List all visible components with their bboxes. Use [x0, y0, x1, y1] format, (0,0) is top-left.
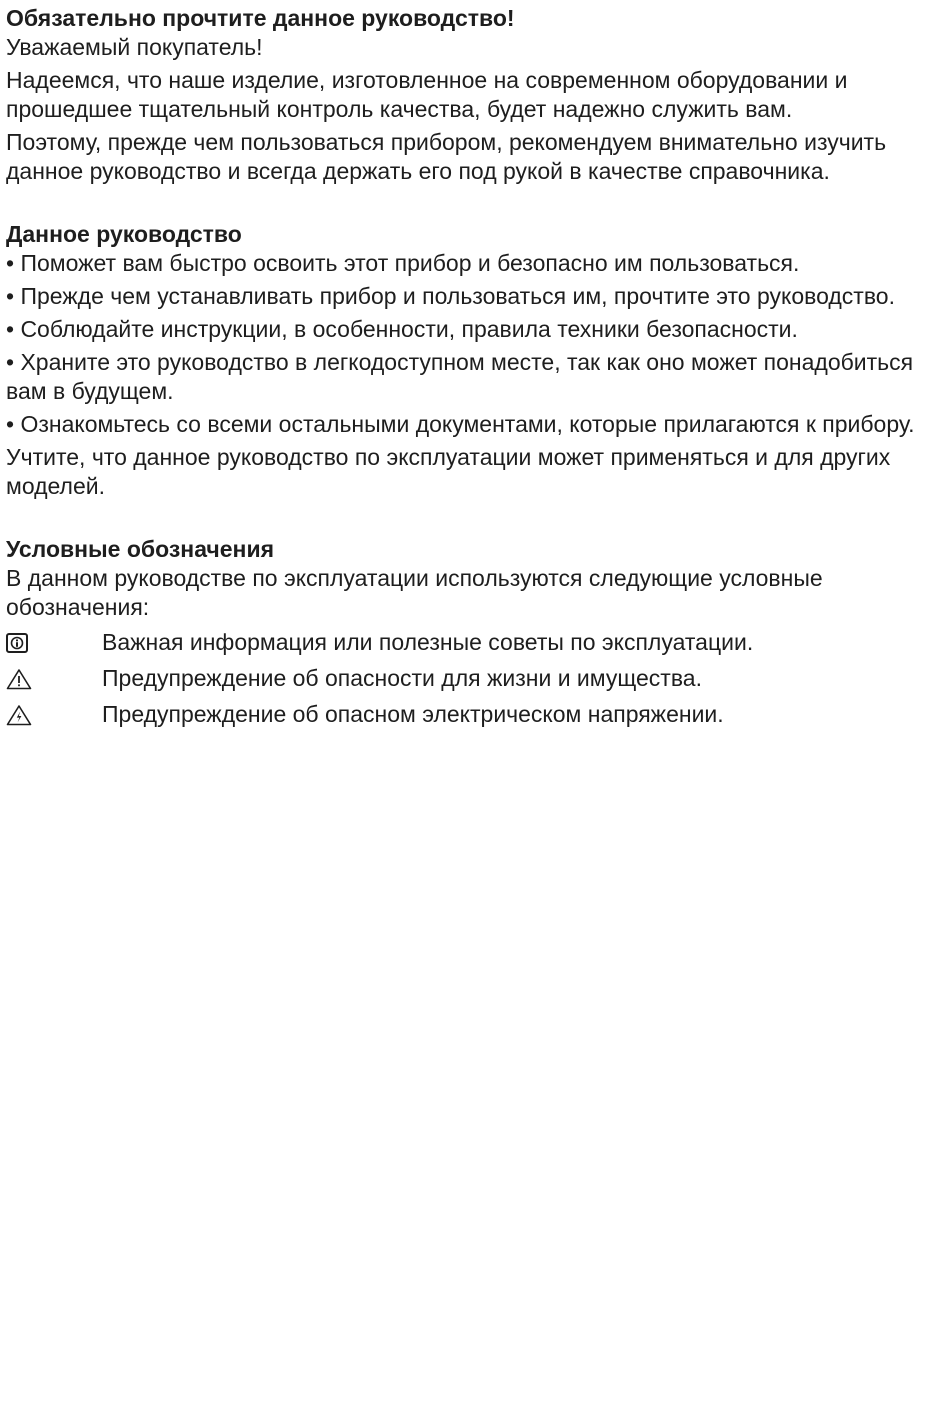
symbols-section [6, 535, 944, 729]
symbol-row-electric [6, 700, 944, 729]
bullet-item: • Поможет вам быстро освоить этот прибор и безопасно им пользоваться. [6, 250, 800, 276]
bullet-item: • Соблюдайте инструкции, в особенности, правила техники безопасности. [6, 316, 798, 342]
symbol-row-warning [6, 664, 944, 693]
intro-paragraph-1: Надеемся, что наше изделие, изготовленное на современном оборудовании и прошедшее тщательный контроль качества, будет надежно служить вам. [6, 67, 848, 122]
symbols-section-heading: Условные обозначения [6, 536, 275, 562]
intro-paragraph-2: Поэтому, прежде чем пользоваться прибором, рекомендуем внимательно изучить данное руководство и всегда держать его под рукой в качестве справочника. [6, 129, 887, 184]
symbols-intro: В данном руководстве по эксплуатации используются следующие условные обозначения: [6, 565, 823, 620]
bullet-item: • Прежде чем устанавливать прибор и пользоваться им, прочтите это руководство. [6, 283, 895, 309]
bullet-item: • Храните это руководство в легкодоступном месте, так как оно может понадобиться вам в будущем. [6, 349, 914, 404]
page-title: Обязательно прочтите данное руководство! [6, 5, 515, 31]
info-icon [6, 628, 102, 657]
symbol-description: Предупреждение об опасности для жизни и имущества. [102, 665, 702, 691]
symbol-description: Предупреждение об опасном электрическом напряжении. [102, 701, 724, 727]
greeting: Уважаемый покупатель! [6, 34, 263, 60]
manual-note: Учтите, что данное руководство по эксплуатации может применяться и для других моделей. [6, 444, 891, 499]
warning-triangle-icon [6, 664, 102, 693]
manual-section-heading: Данное руководство [6, 221, 242, 247]
symbol-row-info [6, 628, 944, 657]
electric-warning-icon [6, 700, 102, 729]
symbol-description: Важная информация или полезные советы по эксплуатации. [102, 629, 754, 655]
bullet-item: • Ознакомьтесь со всеми остальными документами, которые прилагаются к прибору. [6, 411, 915, 437]
manual-section [6, 220, 944, 501]
